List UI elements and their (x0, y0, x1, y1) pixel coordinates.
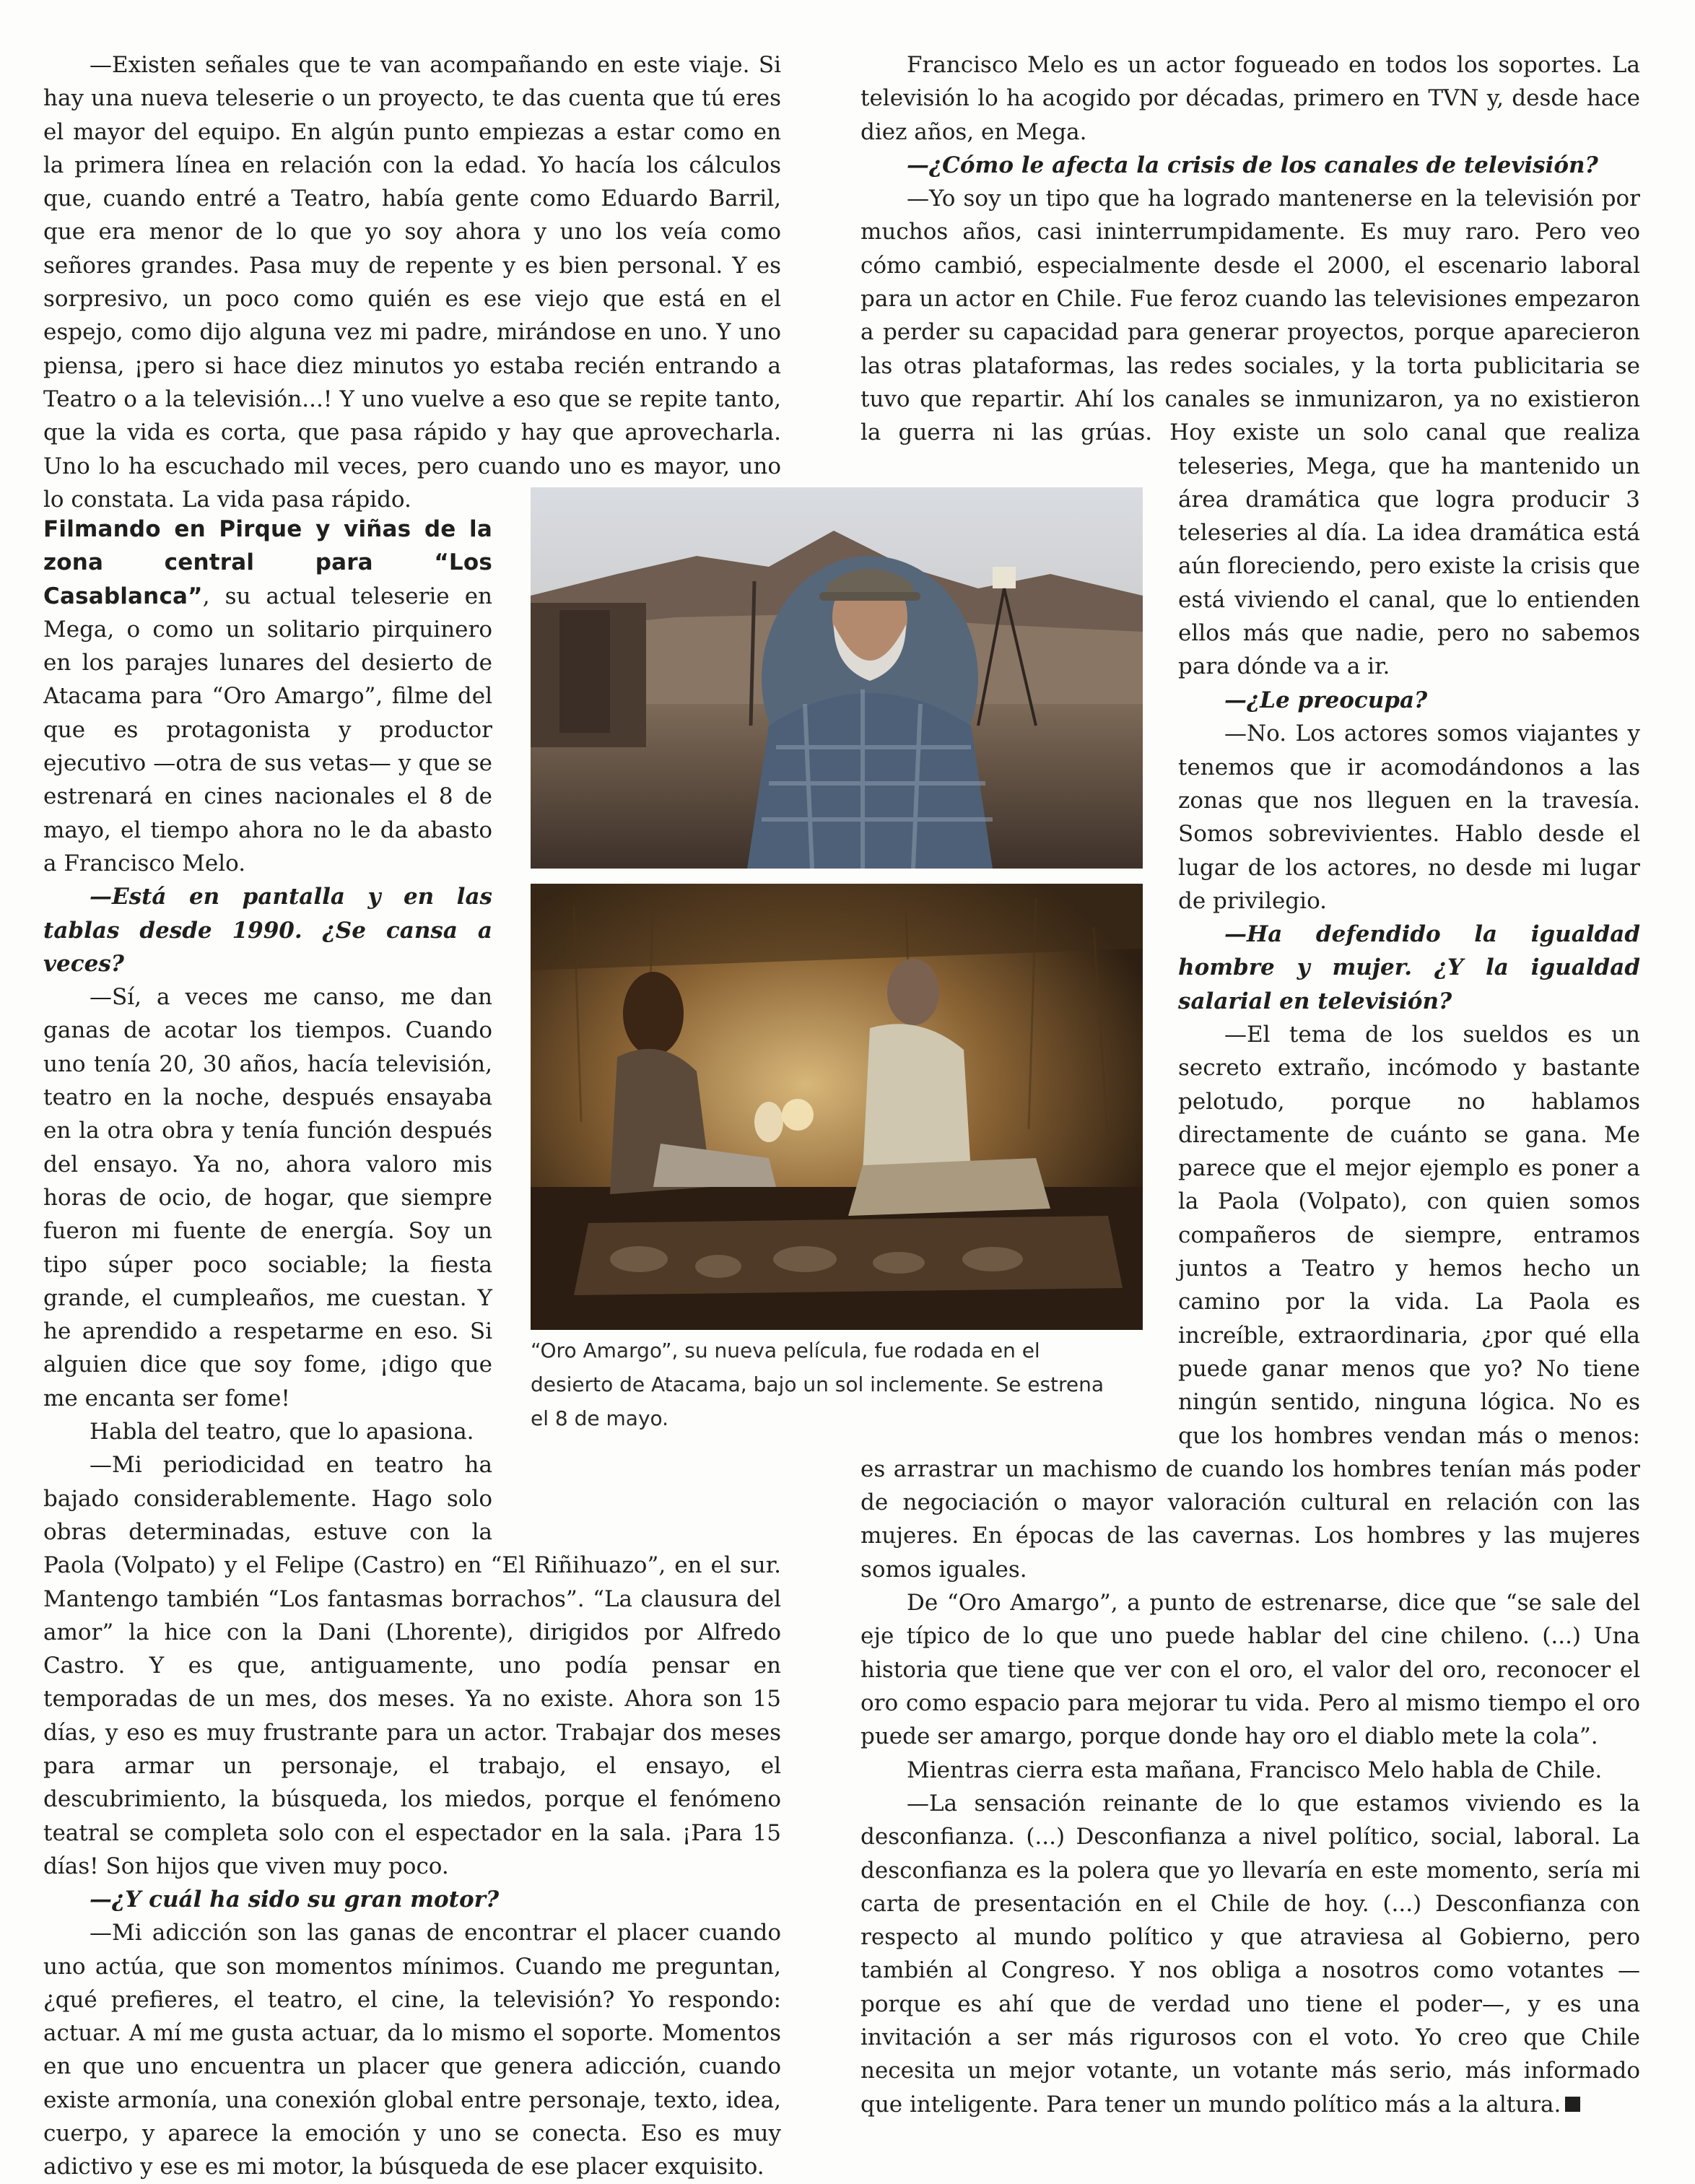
photo-caption: “Oro Amargo”, su nueva película, fue rodada en el desierto de Atacama, bajo un sol inclemente. Se estrena el 8 de mayo. (531, 1339, 1104, 1430)
photo-interior-scene (531, 884, 1143, 1330)
right-bottom-text (860, 1586, 1640, 2121)
answer-4-part-b (1178, 450, 1640, 684)
answer-6-part-b-text: es arrastrar un machismo de cuando los hombres tenían más poder de negociación o mayor valoración cultural en relación con las mujeres. En épocas de las cavernas. Los hombres y las mujeres somos iguales. (860, 1456, 1640, 1583)
end-mark (1565, 2097, 1580, 2112)
answer-2-part-b-text: Paola (Volpato) y el Felipe (Castro) en “El Riñihuazo”, en el sur. Mantengo también “Los fantasmas borrachos”. “La clausura del amor” la hice con la Dani (Lhorente), dirigidos por Alfredo Castro. Y es que, antiguamente, uno podía pensar en temporadas de un mes, dos meses. Ya no existe. Ahora son 15 días, y eso es muy frustrante para un actor. Trabajar dos meses para armar un personaje, el trabajo, el ensayo, el descubrimiento, la búsqueda, los miedos, porque el fenómeno teatral se completa solo con el espectador en la sala. ¡Para 15 días! Son hijos que viven muy poco. (43, 1552, 781, 1879)
answer-6-part-a-text: —El tema de los sueldos es un secreto extraño, incómodo y bastante pelotudo, porque no hablamos directamente de cuánto se gana. Me parece que el mejor ejemplo es poner a la Paola (Volpato), con quien somos compañeros de siempre, entramos juntos a Teatro y hemos hecho un camino por la vida. La Paola es increíble, extraordinaria, ¿por qué ella puede ganar menos que yo? No tiene ningún sentido, ninguna lógica. No es que los hombres vendan más o menos: (1178, 1021, 1640, 1449)
desert-scene-svg (531, 487, 1143, 869)
answer-5: —No. Los actores somos viajantes y tenemos que ir acomodándonos a las zonas que nos lleguen en la travesía. Somos sobrevivientes. Hablo desde el lugar de los actores, no desde mi lugar de privilegio. (1178, 721, 1640, 914)
paragraph-intro: —Existen señales que te van acompañando en este viaje. Si hay una nueva teleserie o un proyecto, te das cuenta que tú eres el mayor del equipo. En algún punto empiezas a estar como en la primera línea en relación con la edad. Yo hacía los cálculos que, cuando entré a Teatro, había gente como Eduardo Barril, que era menor de lo que yo soy ahora y uno los veía como señores grandes. Pasa muy de repente y es bien personal. Y es sorpresivo, un poco como quién es ese viejo que está en el espejo, como dijo alguna vez mi padre, mirándose en uno. Y uno piensa, ¡pero si hace diez minutos yo estaba recién entrando a Teatro o a la televisión...! Y uno vuelve a eso que se repite tanto, que la vida es corta, que pasa rápido y hay que aprovecharla. Uno lo ha escuchado mil veces, pero cuando uno es mayor, uno lo constata. La vida pasa rápido. (43, 52, 781, 513)
lead-rest: , su actual teleserie en Mega, o como un solitario pirquinero en los parajes lunares del desierto de Atacama para “Oro Amargo”, filme del que es protagonista y productor ejecutivo —otra de sus vetas— y que se estrenará en cines nacionales el 8 de mayo, el tiempo ahora no le da abasto a Francisco Melo. (43, 583, 492, 876)
lead-paragraph (43, 513, 492, 880)
question-4: —¿Le preocupa? (1224, 687, 1428, 714)
answer-4-part-b-text: teleseries, Mega, que ha mantenido un área dramática que logra producir 3 teleseries al día. La idea dramática está aún floreciendo, pero existe la crisis que está viviendo el canal, que lo entienden ellos más que nadie, pero no sabemos para dónde va a ir. (1178, 453, 1640, 680)
answer-6-part-b (860, 1453, 1640, 1586)
answer-1: —Sí, a veces me canso, me dan ganas de acotar los tiempos. Cuando uno tenía 20, 30 años, hacía televisión, teatro en la noche, después ensayaba en la otra obra y tenía función después del ensayo. Ya no, ahora valoro mis horas de ocio, de hogar, que siempre fueron mi fuente de energía. Soy un tipo súper poco sociable; la fiesta grande, el cumpleaños, me cuestan. Y he aprendido a respetarme en eso. Si alguien dice que soy fome, ¡digo que me encanta ser fome! (43, 984, 492, 1411)
answer-7-text: —La sensación reinante de lo que estamos viviendo es la desconfianza. (...) Desconfianza a nivel político, social, laboral. La desconfianza es la polera que yo llevaría en este momento, sería mi carta de presentación en el Chile de hoy. (...) Desconfianza con respecto al mundo político y que atraviesa al Gobierno, pero también al Congreso. Y nos obliga a nosotros como votantes — porque es ahí que de verdad uno tiene el poder—, y es una invitación a ser más rigurosos con el voto. Yo creo que Chile necesita un mejor votante, un votante más serio, más informado que inteligente. Para tener un mundo político más a la altura. (860, 1790, 1640, 2118)
answer-3: —Mi adicción son las ganas de encontrar el placer cuando uno actúa, que son momentos mínimos. Cuando me preguntan, ¿qué prefieres, el teatro, el cine, la televisión? Yo respondo: actuar. A mí me gusta actuar, da lo mismo el soporte. Momentos en que uno encuentra un placer que genera adicción, cuando existe armonía, una conexión global entre personaje, texto, idea, cuerpo, y aparece la emoción y uno se conecta. Eso es muy adictivo y ese es mi motor, la búsqueda de ese placer exquisito. (43, 1920, 781, 2180)
paragraph-chile: Mientras cierra esta mañana, Francisco Melo habla de Chile. (907, 1757, 1603, 1783)
left-tail-text (43, 1883, 781, 2184)
answer-7 (860, 1787, 1640, 2121)
answer-6-part-a (1178, 1018, 1640, 1453)
left-top-text (43, 48, 781, 516)
paragraph-oro-amargo: De “Oro Amargo”, a punto de estrenarse, dice que “se sale del eje típico de lo que uno puede hablar del cine chileno. (...) Una historia que tiene que ver con el oro, el valor del oro, reconocer el oro como espacio para mejorar tu vida. Pero al mismo tiempo el oro puede ser amargo, porque donde hay oro el diablo mete la cola”. (860, 1590, 1640, 1750)
left-narrow-text (43, 513, 492, 1448)
right-top-text (860, 48, 1640, 182)
lead-bold: Filmando en Pirque y viñas de la zona central para “Los Casablanca” (43, 516, 492, 609)
answer-2-part-a-text: —Mi periodicidad en teatro ha bajado considerablemente. Hago solo obras determinadas, estuve con la (43, 1452, 492, 1545)
photo-desert-portrait (531, 487, 1143, 869)
answer-2-part-a (43, 1448, 492, 1549)
answer-4-part-a (860, 182, 1640, 449)
paragraph-teatro: Habla del teatro, que lo apasiona. (90, 1419, 474, 1445)
question-2: —¿Y cuál ha sido su gran motor? (90, 1886, 500, 1913)
paragraph-francisco: Francisco Melo es un actor fogueado en todos los soportes. La televisión lo ha acogido por décadas, primero en TVN y, desde hace diez años, en Mega. (860, 52, 1640, 145)
question-5: —Ha defendido la igualdad hombre y mujer. ¿Y la igualdad salarial en televisión? (1178, 921, 1640, 1014)
interior-scene-svg (531, 884, 1143, 1330)
answer-2-part-b (43, 1549, 781, 1883)
question-3: —¿Cómo le afecta la crisis de los canales de televisión? (907, 152, 1598, 178)
question-1: —Está en pantalla y en las tablas desde 1990. ¿Se cansa a veces? (43, 884, 492, 977)
answer-4-part-a-text: —Yo soy un tipo que ha logrado mantenerse en la televisión por muchos años, casi ininterrumpidamente. Es muy raro. Pero veo cómo cambió, especialmente desde el 2000, el escenario laboral para un actor en Chile. Fue feroz cuando las televisiones empezaron a perder su capacidad para generar proyectos, porque aparecieron las otras plataformas, las redes sociales, y la torta publicitaria se tuvo que repartir. Ahí los canales se inmunizaron, ya no existieron la guerra ni las grúas. Hoy existe un solo canal que realiza (860, 186, 1640, 446)
right-narrow-text (1178, 684, 1640, 1018)
